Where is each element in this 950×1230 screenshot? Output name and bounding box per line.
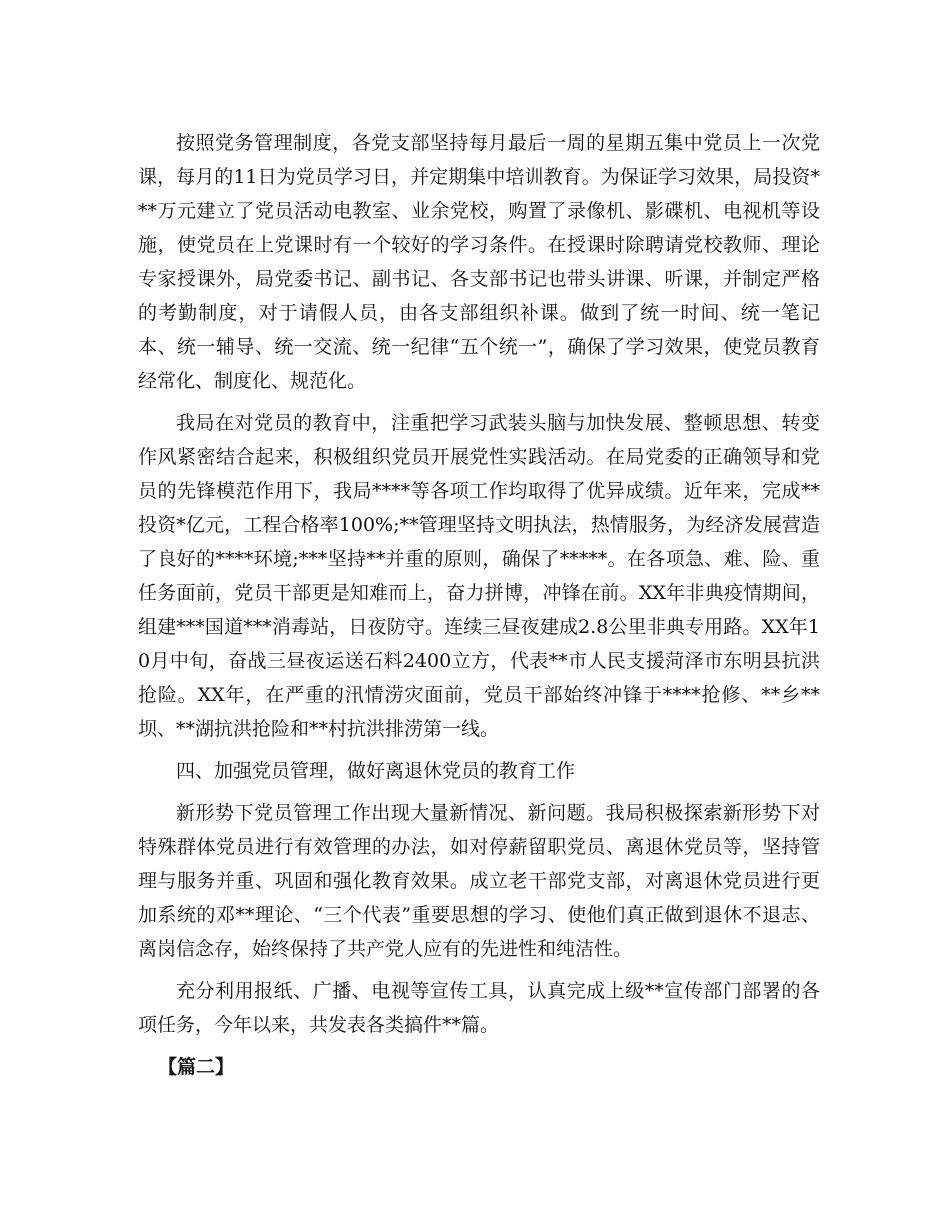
paragraph-member-management: 新形势下党员管理工作出现大量新情况、新问题。我局积极探索新形势下对特殊群体党员进行有效管理的办法，如对停薪留职党员、离退休党员等，坚持管理与服务并重、巩固和强化教育效果。成立老干部党支部，对离退休党员进行更加系统的邓**理论、“三个代表”重要思想的学习、使他们真正做到退休不退志、离岗信念存，始终保持了共产党人应有的先进性和纯洁性。	[138, 802, 820, 960]
document-page	[138, 126, 820, 1084]
section-mark-part-two: 【篇二】	[158, 1056, 235, 1078]
paragraph-education-practice: 我局在对党员的教育中，注重把学习武装头脑与加快发展、整顿思想、转变作风紧密结合起来，积极组织党员开展党性实践活动。在局党委的正确领导和党员的先锋模范作用下，我局****等各项工作均取得了优异成绩。近年来，完成**投资*亿元，工程合格率100%;**管理坚持文明执法，热情服务，为经济发展营造了良好的****环境;***坚持**并重的原则，确保了*****。在各项急、难、险、重任务面前，党员干部更是知难而上，奋力拼博，冲锋在前。XX年非典疫情期间，组建***国道***消毒站，日夜防守。连续三昼夜建成2.8公里非典专用路。XX年10月中旬，奋战三昼夜运送石料2400立方，代表**市人民支援菏泽市东明县抗洪抢险。XX年，在严重的汛情涝灾面前，党员干部始终冲锋于****抢修、**乡**坝、**湖抗洪抢险和**村抗洪排涝第一线。	[138, 412, 820, 740]
paragraph-publicity: 充分利用报纸、广播、电视等宣传工具，认真完成上级**宣传部门部署的各项任务，今年以来，共发表各类搞件**篇。	[138, 980, 820, 1036]
section-heading-four: 四、加强党员管理，做好离退休党员的教育工作	[176, 760, 576, 782]
paragraph-study-system: 按照党务管理制度，各党支部坚持每月最后一周的星期五集中党员上一次党课，每月的11日为党员学习日，并定期集中培训教育。为保证学习效果，局投资***万元建立了党员活动电教室、业余党校，购置了录像机、影碟机、电视机等设施，使党员在上党课时有一个较好的学习条件。在授课时除聘请党校教师、理论专家授课外，局党委书记、副书记、各支部书记也带头讲课、听课，并制定严格的考勤制度，对于请假人员，由各支部组织补课。做到了统一时间、统一笔记本、统一辅导、统一交流、统一纪律“五个统一”，确保了学习效果，使党员教育经常化、制度化、规范化。	[138, 132, 820, 392]
